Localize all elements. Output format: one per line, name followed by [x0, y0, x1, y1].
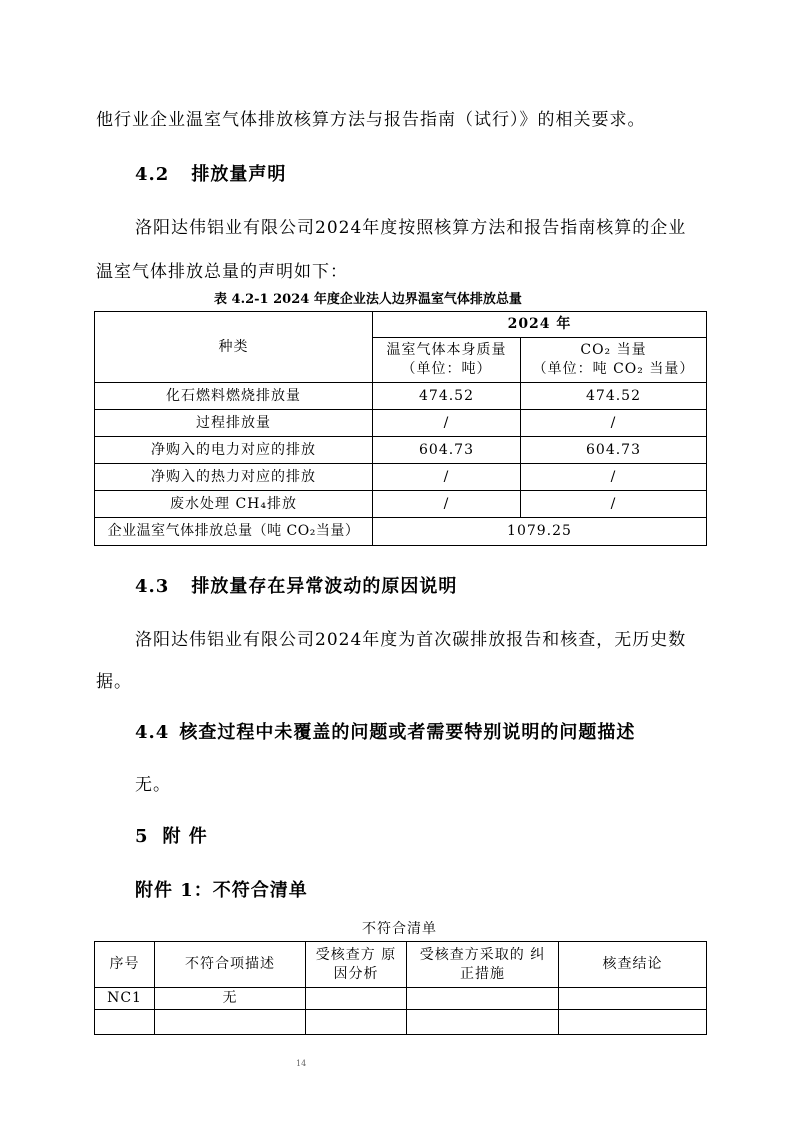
section-number: 5	[135, 826, 149, 847]
table1-header-co2e-line1: CO₂ 当量	[580, 342, 647, 358]
row-co2e: 604.73	[521, 437, 707, 464]
section-5-heading	[135, 822, 208, 848]
table2-header-cause-line1: 受核查方 原	[315, 946, 397, 963]
section-4-4-paragraph: 无。	[135, 775, 171, 795]
row-cause	[306, 1010, 407, 1035]
table2-header-conclusion: 核查结论	[559, 942, 707, 988]
section-4-2-heading	[135, 160, 286, 186]
table1-caption: 表 4.2-1 2024 年度企业法人边界温室气体排放总量	[214, 292, 522, 307]
table1-header-mass-line2: （单位：吨）	[401, 361, 492, 377]
table-row	[95, 464, 707, 491]
row-label: 化石燃料燃烧排放量	[95, 383, 373, 410]
section-4-3-paragraph-line2: 据。	[96, 672, 132, 692]
table1-header-co2e	[521, 338, 707, 383]
section-4-2-paragraph-line2: 温室气体排放总量的声明如下：	[96, 262, 348, 282]
row-mass: /	[373, 464, 521, 491]
row-no	[95, 1010, 155, 1035]
table2-header-no: 序号	[95, 942, 155, 988]
row-mass: 474.52	[373, 383, 521, 410]
section-title: 核查过程中未覆盖的问题或者需要特别说明的问题描述	[179, 722, 636, 743]
row-co2e: /	[521, 410, 707, 437]
row-cause	[306, 988, 407, 1010]
total-value: 1079.25	[373, 518, 707, 546]
table-row	[95, 491, 707, 518]
attachment-1-title: 附件 1：不符合清单	[135, 880, 308, 901]
table-row	[95, 1010, 707, 1035]
page-number: 14	[296, 1059, 307, 1068]
row-conclusion	[559, 1010, 707, 1035]
table2-header-cause-line2: 因分析	[333, 965, 379, 982]
table2-header-desc: 不符合项描述	[155, 942, 306, 988]
row-desc: 无	[155, 988, 306, 1010]
row-mass: /	[373, 491, 521, 518]
emissions-table	[94, 311, 707, 546]
table2-header-cause	[306, 942, 407, 988]
row-label: 净购入的电力对应的排放	[95, 437, 373, 464]
section-title: 排放量存在异常波动的原因说明	[191, 576, 458, 597]
table-row	[95, 383, 707, 410]
table2-header-measure-line2: 正措施	[460, 965, 505, 982]
table-row	[95, 437, 707, 464]
section-4-4-heading	[135, 718, 635, 744]
table1-header-mass-line1: 温室气体本身质量	[386, 342, 507, 358]
table2-header-row	[95, 942, 707, 988]
section-number: 4.3	[135, 576, 170, 597]
table1-header-row1	[95, 312, 707, 338]
section-4-3-paragraph-line1: 洛阳达伟铝业有限公司2024年度为首次碳排放报告和核查，无历史数	[135, 630, 687, 650]
section-number: 4.2	[135, 164, 170, 185]
row-co2e: 474.52	[521, 383, 707, 410]
section-title: 排放量声明	[191, 164, 287, 185]
row-label: 净购入的热力对应的排放	[95, 464, 373, 491]
section-4-2-paragraph-line1: 洛阳达伟铝业有限公司2024年度按照核算方法和报告指南核算的企业	[135, 218, 687, 238]
table1-header-mass	[373, 338, 521, 383]
row-no: NC1	[95, 988, 155, 1010]
row-label: 废水处理 CH₄排放	[95, 491, 373, 518]
row-co2e: /	[521, 491, 707, 518]
table1-header-category: 种类	[95, 312, 373, 383]
table1-header-year: 2024 年	[373, 312, 707, 338]
row-label: 过程排放量	[95, 410, 373, 437]
table-row	[95, 410, 707, 437]
row-measure	[407, 988, 559, 1010]
row-conclusion	[559, 988, 707, 1010]
section-number: 4.4	[135, 722, 170, 743]
table2-caption: 不符合清单	[362, 921, 437, 937]
row-measure	[407, 1010, 559, 1035]
row-co2e: /	[521, 464, 707, 491]
table-row	[95, 988, 707, 1010]
table1-header-co2e-line2: （单位：吨 CO₂ 当量）	[532, 361, 695, 377]
table1-total-row	[95, 518, 707, 546]
table2-header-measure	[407, 942, 559, 988]
row-desc	[155, 1010, 306, 1035]
row-mass: 604.73	[373, 437, 521, 464]
intro-paragraph: 他行业企业温室气体排放核算方法与报告指南（试行）》的相关要求。	[96, 110, 646, 130]
row-mass: /	[373, 410, 521, 437]
table2-header-measure-line1: 受核查方采取的 纠	[419, 946, 546, 963]
section-title: 附 件	[162, 826, 208, 847]
total-label: 企业温室气体排放总量（吨 CO₂当量）	[95, 518, 373, 546]
nonconformity-table	[94, 941, 707, 1035]
section-4-3-heading	[135, 572, 457, 598]
